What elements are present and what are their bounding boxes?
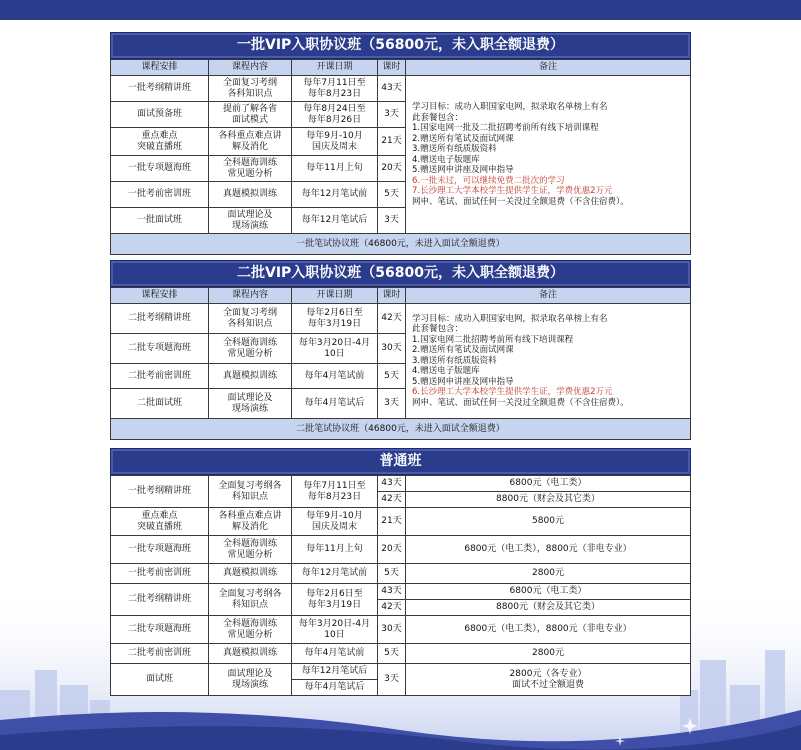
section1-table — [110, 59, 691, 234]
course-name: 面试预备班 — [111, 102, 209, 128]
course-date: 每年9月-10月 国庆及周末 — [292, 508, 378, 536]
course-hours: 5天 — [378, 644, 406, 664]
course-name: 重点难点 突破直播班 — [111, 128, 209, 156]
course-hours: 3天 — [378, 389, 406, 419]
section1-footer: 一批笔试协议班（46800元，未进入面试全额退费） — [110, 234, 691, 255]
course-date: 每年4月笔试前 — [292, 364, 378, 389]
course-name: 重点难点 突破直播班 — [111, 508, 209, 536]
col-header: 课程内容 — [209, 60, 292, 76]
course-name: 一批专项题海班 — [111, 156, 209, 182]
course-name: 二批考纲精讲班 — [111, 304, 209, 334]
course-content: 全面复习考纲 各科知识点 — [209, 304, 292, 334]
course-name: 一批考前密训班 — [111, 564, 209, 584]
col-header: 课程内容 — [209, 288, 292, 304]
course-hours: 20天 — [378, 156, 406, 182]
notes-line: 4.赠送电子版题库 — [412, 154, 480, 165]
section2-table — [110, 287, 691, 419]
top-banner — [0, 0, 801, 20]
notes-line: 此套餐包含： — [412, 112, 464, 123]
course-date: 每年2月6日至 每年3月19日 — [292, 584, 378, 616]
course-content: 真题模拟训练 — [209, 364, 292, 389]
course-hours: 42天 — [378, 304, 406, 334]
course-hours: 43天 — [378, 584, 406, 600]
course-hours: 3天 — [378, 208, 406, 234]
price-line: 面试不过全额退费 — [511, 679, 584, 690]
course-hours: 21天 — [378, 508, 406, 536]
course-hours: 20天 — [378, 536, 406, 564]
notes-line: 3.赠送所有纸质版资料 — [412, 144, 497, 154]
course-price: 6800元（电工类），8800元（非电专业） — [406, 536, 691, 564]
course-content: 全面复习考纲 各科知识点 — [209, 76, 292, 102]
notes-line: 学习目标：成功入职国家电网，拟录取名单榜上有名 — [412, 313, 608, 324]
table-row — [111, 564, 691, 584]
table-row — [111, 508, 691, 536]
course-price: 8800元（财会及其它类） — [406, 492, 691, 508]
course-hours: 42天 — [378, 492, 406, 508]
notes-line: 1.国家电网二批招聘考前所有线下培训课程 — [412, 334, 574, 345]
course-hours: 5天 — [378, 364, 406, 389]
course-name: 一批考前密训班 — [111, 182, 209, 208]
course-hours: 3天 — [378, 102, 406, 128]
notes-line: 网申、笔试、面试任何一关没过全额退费（不含住宿费）。 — [412, 196, 629, 207]
table-row — [111, 304, 691, 334]
notes-line: 5.赠送网申讲座及网申指导 — [412, 165, 514, 175]
course-price: 6800元（电工类），8800元（非电专业） — [406, 616, 691, 644]
table-row — [111, 476, 691, 492]
course-price: 8800元（财会及其它类） — [406, 600, 691, 616]
course-content: 面试理论及 现场演练 — [209, 389, 292, 419]
col-header: 备注 — [406, 60, 691, 76]
notes-line: 5.赠送网申讲座及网申指导 — [412, 376, 514, 387]
course-date: 每年12月笔试后 — [292, 208, 378, 234]
notes-line: 2.赠送所有笔试及面试网课 — [412, 133, 514, 144]
course-date: 每年4月笔试后 — [292, 680, 378, 696]
table-row — [111, 536, 691, 564]
course-price — [406, 664, 691, 696]
section1-header-row — [111, 60, 691, 76]
table-row — [111, 76, 691, 102]
price-line: 2800元（各专业） — [509, 668, 587, 679]
section2-header-row — [111, 288, 691, 304]
course-date: 每年12月笔试后 — [292, 664, 378, 680]
notes-line-highlight: 6.长沙理工大学本校学生提供学生证，学费优惠2万元 — [412, 387, 613, 398]
course-content: 全科题海训练 常见题分析 — [209, 334, 292, 364]
notes-line: 3.赠送所有纸质版资料 — [412, 355, 497, 366]
col-header: 课程安排 — [111, 288, 209, 304]
table-row — [111, 664, 691, 680]
course-content: 真题模拟训练 — [209, 644, 292, 664]
notes-line: 2.赠送所有笔试及面试网课 — [412, 345, 514, 356]
course-date: 每年8月24日至 每年8月26日 — [292, 102, 378, 128]
course-content: 全科题海训练 常见题分析 — [209, 616, 292, 644]
notes-line: 此套餐包含： — [412, 324, 464, 335]
course-name: 二批考前密训班 — [111, 364, 209, 389]
course-date: 每年7月11日至 每年8月23日 — [292, 76, 378, 102]
course-content: 全科题海训练 常见题分析 — [209, 156, 292, 182]
course-content: 各科重点难点讲 解及消化 — [209, 128, 292, 156]
course-name: 一批考纲精讲班 — [111, 476, 209, 508]
course-price: 5800元 — [406, 508, 691, 536]
col-header: 开课日期 — [292, 60, 378, 76]
course-name: 一批考纲精讲班 — [111, 76, 209, 102]
course-hours: 5天 — [378, 564, 406, 584]
course-name: 二批考前密训班 — [111, 644, 209, 664]
notes-line: 4.赠送电子版题库 — [412, 366, 480, 377]
course-price: 2800元 — [406, 564, 691, 584]
course-date: 每年4月笔试前 — [292, 644, 378, 664]
course-name: 二批考纲精讲班 — [111, 584, 209, 616]
table-row — [111, 616, 691, 644]
course-hours: 5天 — [378, 182, 406, 208]
fee-sheet — [110, 32, 691, 696]
course-content: 真题模拟训练 — [209, 182, 292, 208]
col-header: 备注 — [406, 288, 691, 304]
course-price: 6800元（电工类） — [406, 476, 691, 492]
course-date: 每年3月20日-4月 10日 — [292, 616, 378, 644]
course-hours: 43天 — [378, 476, 406, 492]
course-hours: 21天 — [378, 128, 406, 156]
col-header: 开课日期 — [292, 288, 378, 304]
col-header: 课时 — [378, 288, 406, 304]
course-content: 全面复习考纲各 科知识点 — [209, 476, 292, 508]
col-header: 课程安排 — [111, 60, 209, 76]
course-date: 每年12月笔试前 — [292, 182, 378, 208]
course-date: 每年11月上旬 — [292, 536, 378, 564]
course-content: 真题模拟训练 — [209, 564, 292, 584]
course-hours: 30天 — [378, 616, 406, 644]
notes-line: 网申、笔试、面试任何一关没过全额退费（不含住宿费）。 — [412, 397, 629, 408]
section2-notes — [406, 304, 691, 419]
course-date: 每年9月-10月 国庆及周末 — [292, 128, 378, 156]
course-name: 二批专项题海班 — [111, 334, 209, 364]
course-date: 每年12月笔试前 — [292, 564, 378, 584]
course-content: 提前了解各省 面试模式 — [209, 102, 292, 128]
course-price: 6800元（电工类） — [406, 584, 691, 600]
course-hours: 30天 — [378, 334, 406, 364]
course-content: 全科题海训练 常见题分析 — [209, 536, 292, 564]
course-date: 每年2月6日至 每年3月19日 — [292, 304, 378, 334]
course-content: 全面复习考纲各 科知识点 — [209, 584, 292, 616]
course-hours: 43天 — [378, 76, 406, 102]
course-content: 面试理论及 现场演练 — [209, 208, 292, 234]
course-date: 每年7月11日至 每年8月23日 — [292, 476, 378, 508]
section1-notes — [406, 76, 691, 234]
section2-title: 二批VIP入职协议班（56800元，未入职全额退费） — [110, 260, 691, 287]
course-date: 每年4月笔试后 — [292, 389, 378, 419]
course-date: 每年3月20日-4月 10日 — [292, 334, 378, 364]
course-name: 二批面试班 — [111, 389, 209, 419]
course-name: 二批专项题海班 — [111, 616, 209, 644]
course-name: 一批面试班 — [111, 208, 209, 234]
course-content: 各科重点难点讲 解及消化 — [209, 508, 292, 536]
table-row — [111, 644, 691, 664]
course-hours: 42天 — [378, 600, 406, 616]
course-name: 一批专项题海班 — [111, 536, 209, 564]
course-price: 2800元 — [406, 644, 691, 664]
section1-title: 一批VIP入职协议班（56800元，未入职全额退费） — [110, 32, 691, 59]
col-header: 课时 — [378, 60, 406, 76]
section3-table — [110, 475, 691, 696]
notes-line: 学习目标：成功入职国家电网，拟录取名单榜上有名 — [412, 102, 608, 112]
notes-line-highlight: 6.一批未过，可以继续免费二批次的学习 — [412, 175, 565, 186]
section2-footer: 二批笔试协议班（46800元，未进入面试全额退费） — [110, 419, 691, 440]
notes-line-highlight: 7.长沙理工大学本校学生提供学生证，学费优惠2万元 — [412, 186, 613, 196]
course-date: 每年11月上旬 — [292, 156, 378, 182]
course-content: 面试理论及 现场演练 — [209, 664, 292, 696]
section3-title: 普通班 — [110, 448, 691, 475]
notes-line: 1.国家电网一批及二批招聘考前所有线下培训课程 — [412, 123, 599, 133]
course-name: 面试班 — [111, 664, 209, 696]
course-hours: 3天 — [378, 664, 406, 696]
table-row — [111, 584, 691, 600]
